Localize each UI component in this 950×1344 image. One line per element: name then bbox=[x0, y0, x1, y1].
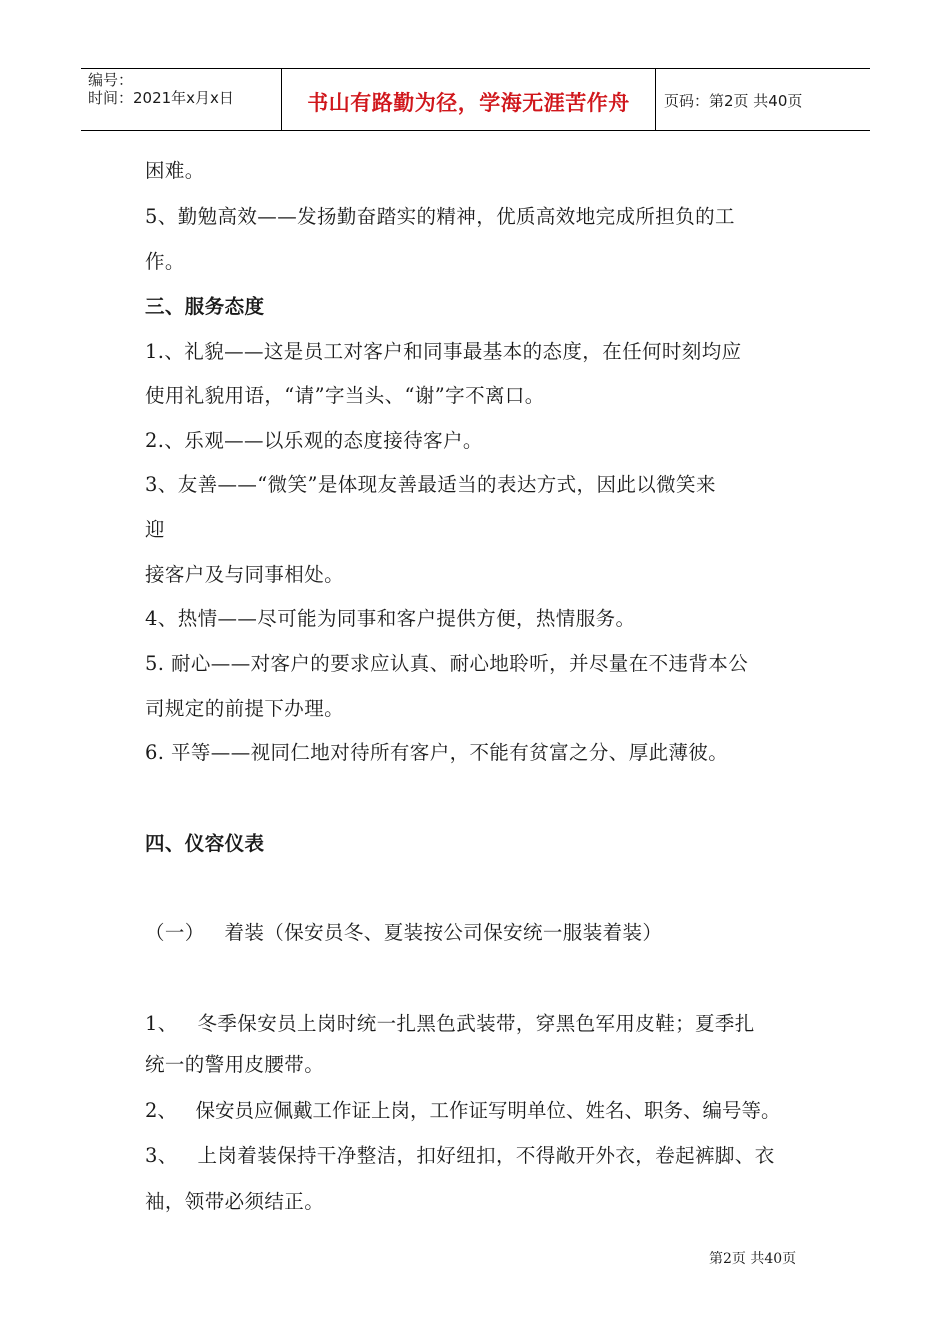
body-line: 6. 平等——视同仁地对待所有客户，不能有贫富之分、厚此薄彼。 bbox=[145, 741, 729, 764]
body-line: 接客户及与同事相处。 bbox=[145, 563, 345, 586]
page-header bbox=[81, 68, 870, 131]
time-label: 时间：2021年x月x日 bbox=[88, 89, 234, 107]
section-heading: 三、服务态度 bbox=[145, 295, 265, 318]
body-line: 司规定的前提下办理。 bbox=[145, 697, 345, 720]
body-line: 2、 保安员应佩戴工作证上岗，工作证写明单位、姓名、职务、编号等。 bbox=[145, 1099, 781, 1122]
body-line: 1、 冬季保安员上岗时统一扎黑色武装带，穿黑色军用皮鞋；夏季扎 bbox=[145, 1012, 755, 1035]
body-line: 使用礼貌用语，“请”字当头、“谢”字不离口。 bbox=[145, 384, 545, 407]
body-line: 5、勤勉高效——发扬勤奋踏实的精神，优质高效地完成所担负的工 bbox=[145, 205, 735, 228]
body-line: 1.、礼貌——这是员工对客户和同事最基本的态度，在任何时刻均应 bbox=[145, 340, 742, 363]
body-line: 作。 bbox=[145, 250, 185, 273]
body-line: 5. 耐心——对客户的要求应认真、耐心地聆听，并尽量在不违背本公 bbox=[145, 652, 749, 675]
body-line: 3、友善——“微笑”是体现友善最适当的表达方式，因此以微笑来 bbox=[145, 473, 716, 496]
header-page-info: 页码：第2页 共40页 bbox=[664, 92, 803, 110]
body-line: 4、热情——尽可能为同事和客户提供方便，热情服务。 bbox=[145, 607, 636, 630]
body-line: 3、 上岗着装保持干净整洁，扣好纽扣，不得敞开外衣，卷起裤脚、衣 bbox=[145, 1144, 775, 1167]
body-line: 袖，领带必须结正。 bbox=[145, 1190, 325, 1213]
body-line: 2.、乐观——以乐观的态度接待客户。 bbox=[145, 429, 483, 452]
body-line: 困难。 bbox=[145, 159, 205, 182]
header-motto: 书山有路勤为径，学海无涯苦作舟 bbox=[282, 69, 656, 130]
header-meta bbox=[81, 69, 282, 130]
page-footer: 第2页 共40页 bbox=[709, 1251, 797, 1267]
subsection-heading: （一） 着装（保安员冬、夏装按公司保安统一服装着装） bbox=[145, 921, 663, 944]
doc-number-label: 编号： bbox=[88, 71, 134, 89]
body-line: 统一的警用皮腰带。 bbox=[145, 1053, 325, 1076]
body-line: 迎 bbox=[145, 518, 165, 541]
section-heading: 四、仪容仪表 bbox=[145, 832, 265, 855]
